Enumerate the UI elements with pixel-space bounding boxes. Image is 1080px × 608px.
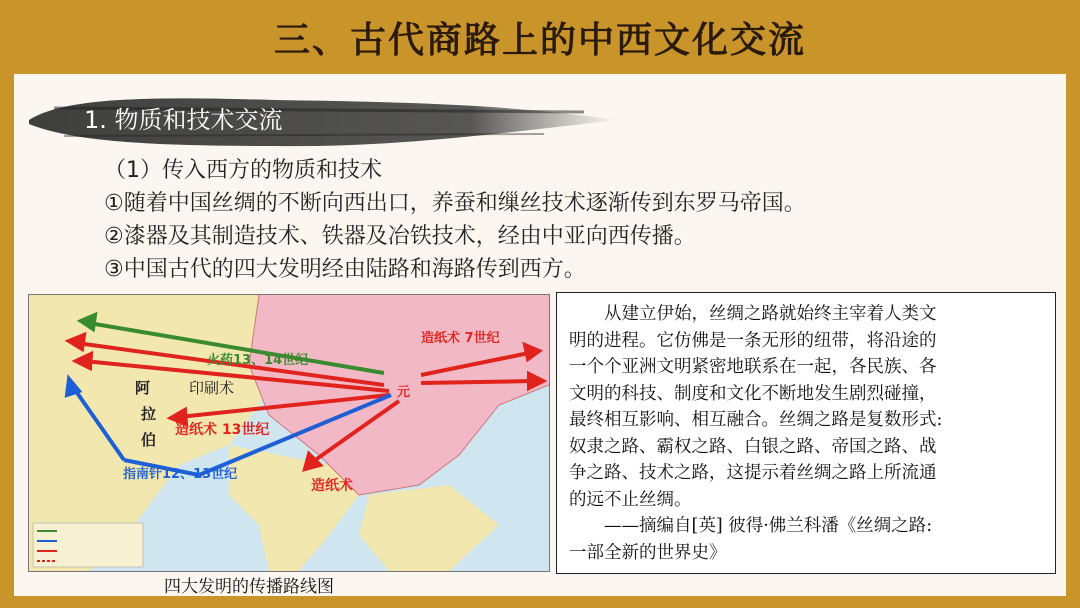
content-lines <box>104 154 806 286</box>
arabia-label-2: 拉 <box>141 405 157 423</box>
paper-east-label: 造纸术 7世纪 <box>421 331 500 346</box>
content-line: （1）传入西方的物质和技术 <box>104 158 382 183</box>
title-bar <box>0 0 1080 74</box>
quote-line: 争之路、技术之路，这提示着丝绸之路上所流通 <box>569 463 937 483</box>
paper-13-label: 造纸术 13世纪 <box>175 422 270 438</box>
arabia-label-1: 阿 <box>135 379 151 397</box>
quote-line: 最终相互影响、相互融合。丝绸之路是复数形式: <box>569 410 943 430</box>
quote-line: 一个个亚洲文明紧密地联系在一起，各民族、各 <box>569 357 937 377</box>
compass-label: 指南针12、13世纪 <box>123 467 238 482</box>
slide-body <box>14 74 1066 596</box>
gunpowder-label: 火药13、14世纪 <box>207 353 309 368</box>
yuan-label: 元 <box>397 385 411 400</box>
paper-south-label: 造纸术 <box>311 478 353 494</box>
spread-route-map <box>28 294 550 572</box>
land-sea-asia <box>359 485 499 571</box>
content-line: ③中国古代的四大发明经由陆路和海路传到西方。 <box>104 257 586 282</box>
content-line: ①随着中国丝绸的不断向西出口，养蚕和缫丝技术逐渐传到东罗马帝国。 <box>104 191 806 216</box>
quote-source: ——摘编自[英] 彼得·佛兰科潘《丝绸之路: <box>569 516 933 536</box>
printing-label: 印刷术 <box>189 379 235 397</box>
quote-source: 一部全新的世界史》 <box>569 542 727 563</box>
quote-box <box>556 292 1056 574</box>
map-caption: 四大发明的传播路线图 <box>164 577 334 597</box>
quote-line: 从建立伊始，丝绸之路就始终主宰着人类文 <box>569 304 937 324</box>
section-heading: 1. 物质和技术交流 <box>84 106 283 134</box>
quote-line: 文明的科技、制度和文化不断地发生剧烈碰撞， <box>569 383 937 404</box>
quote-line: 奴隶之路、霸权之路、白银之路、帝国之路、战 <box>569 436 937 457</box>
content-line: ②漆器及其制造技术、铁器及冶铁技术，经由中亚向西传播。 <box>104 224 696 249</box>
page-title: 三、古代商路上的中西文化交流 <box>273 19 806 61</box>
arabia-label-3: 伯 <box>141 431 157 449</box>
quote-line: 的远不止丝绸。 <box>569 489 692 510</box>
quote-line: 明的进程。它仿佛是一条无形的纽带，将沿途的 <box>569 330 937 351</box>
